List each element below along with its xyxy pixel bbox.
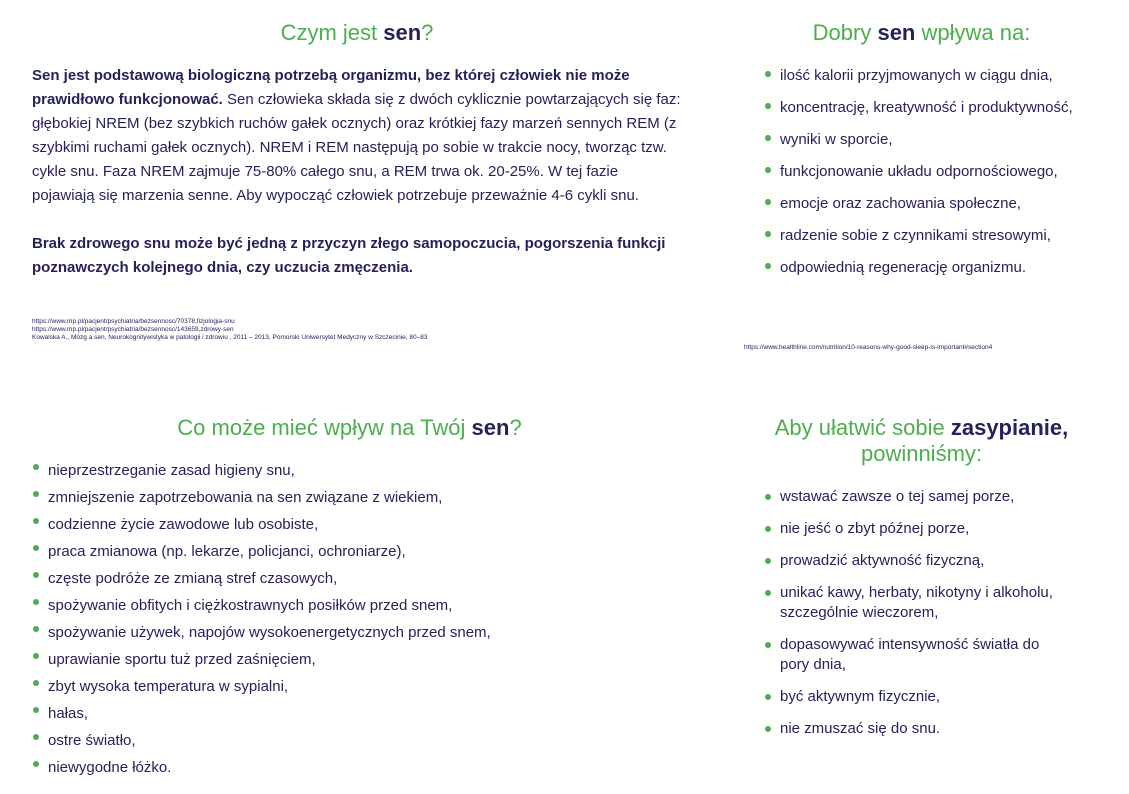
list-item: koncentrację, kreatywność i produktywność, bbox=[764, 96, 1099, 120]
tips-list bbox=[764, 487, 1084, 739]
list-item: zmniejszenie zapotrzebowania na sen związane z wiekiem, bbox=[32, 484, 667, 511]
source-citation: Kowalska A., Mózg a sen, Neurokognitywistyka w patologii i zdrowiu , 2011 – 2013, Pomorski Uniwersytet Medyczny w Szczecinie, 80–83 bbox=[32, 334, 428, 341]
list-item: funkcjonowanie układu odpornościowego, bbox=[764, 160, 1099, 184]
source-link[interactable]: https://www.mp.pl/pacjent/psychiatria/bezsennosc/70378,fizjologia-snu bbox=[32, 318, 235, 325]
panel-what-affects-sleep bbox=[32, 415, 667, 781]
list-item: emocje oraz zachowania społeczne, bbox=[764, 192, 1099, 216]
list-item: nie jeść o zbyt późnej porze, bbox=[764, 519, 1084, 539]
list-item: być aktywnym fizycznie, bbox=[764, 687, 1084, 707]
list-item: niewygodne łóżko. bbox=[32, 754, 667, 781]
source-link[interactable]: https://www.healthline.com/nutrition/10-reasons-why-good-sleep-is-important#section4 bbox=[744, 344, 993, 351]
list-item: radzenie sobie z czynnikami stresowymi, bbox=[764, 224, 1099, 248]
panel-good-sleep-affects bbox=[744, 20, 1099, 352]
sources-list bbox=[744, 344, 1099, 352]
list-item: wyniki w sporcie, bbox=[764, 128, 1099, 152]
list-item: dopasowywać intensywność światła do pory dnia, bbox=[764, 635, 1050, 675]
list-item: wstawać zawsze o tej samej porze, bbox=[764, 487, 1084, 507]
list-item: ostre światło, bbox=[32, 727, 667, 754]
list-item: nieprzestrzeganie zasad higieny snu, bbox=[32, 457, 667, 484]
list-item: prowadzić aktywność fizyczną, bbox=[764, 551, 1084, 571]
summary-paragraph: Brak zdrowego snu może być jedną z przyczyn złego samopoczucia, pogorszenia funkcji poznawczych kolejnego dnia, czy uczucia zmęczenia. bbox=[32, 235, 666, 276]
source-link[interactable]: https://www.mp.pl/pacjent/psychiatria/bezsennosc/143659,zdrowy-sen bbox=[32, 326, 234, 333]
list-item: spożywanie obfitych i ciężkostrawnych posiłków przed snem, bbox=[32, 592, 667, 619]
panel-title: Czym jest sen? bbox=[280, 20, 434, 45]
effects-list bbox=[764, 64, 1099, 280]
panel-how-to-fall-asleep bbox=[744, 415, 1099, 739]
panel-title: Co może mieć wpływ na Twój sen? bbox=[177, 415, 522, 440]
list-item: codzienne życie zawodowe lub osobiste, bbox=[32, 511, 667, 538]
list-item: praca zmianowa (np. lekarze, policjanci, ochroniarze), bbox=[32, 538, 667, 565]
panel-title: Aby ułatwić sobie zasypianie, powinniśmy: bbox=[774, 415, 1069, 466]
list-item: unikać kawy, herbaty, nikotyny i alkoholu, szczególnie wieczorem, bbox=[764, 583, 1084, 623]
panel-what-is-sleep bbox=[32, 20, 682, 342]
list-item: spożywanie używek, napojów wysokoenergetycznych przed snem, bbox=[32, 619, 667, 646]
list-item: uprawianie sportu tuż przed zaśnięciem, bbox=[32, 646, 667, 673]
sources-list bbox=[32, 318, 682, 342]
list-item: nie zmuszać się do snu. bbox=[764, 719, 1084, 739]
list-item: zbyt wysoka temperatura w sypialni, bbox=[32, 673, 667, 700]
intro-paragraph: Sen jest podstawową biologiczną potrzebą organizmu, bez której człowiek nie może prawidłowo funkcjonować. Sen człowieka składa się z dwóch cyklicznie powtarzających się faz: głębokiej NREM (bez szybkich ruchów gałek ocznych) oraz krótkiej fazy marzeń sennych REM (z szybkimi ruchami gałek ocznych). NREM i REM następują po sobie w trakcie nocy, tworząc tzw. cykle snu. Faza NREM zajmuje 75-80% całego snu, a REM trwa ok. 20-25%. W tej fazie pojawiają się marzenia senne. Aby wypocząć człowiek potrzebuje przeważnie 4-6 cykli snu. bbox=[32, 67, 681, 204]
list-item: odpowiednią regenerację organizmu. bbox=[764, 256, 1099, 280]
list-item: ilość kalorii przyjmowanych w ciągu dnia, bbox=[764, 64, 1099, 88]
panel-title: Dobry sen wpływa na: bbox=[812, 20, 1031, 45]
list-item: hałas, bbox=[32, 700, 667, 727]
factors-list bbox=[32, 457, 667, 781]
list-item: częste podróże ze zmianą stref czasowych, bbox=[32, 565, 667, 592]
